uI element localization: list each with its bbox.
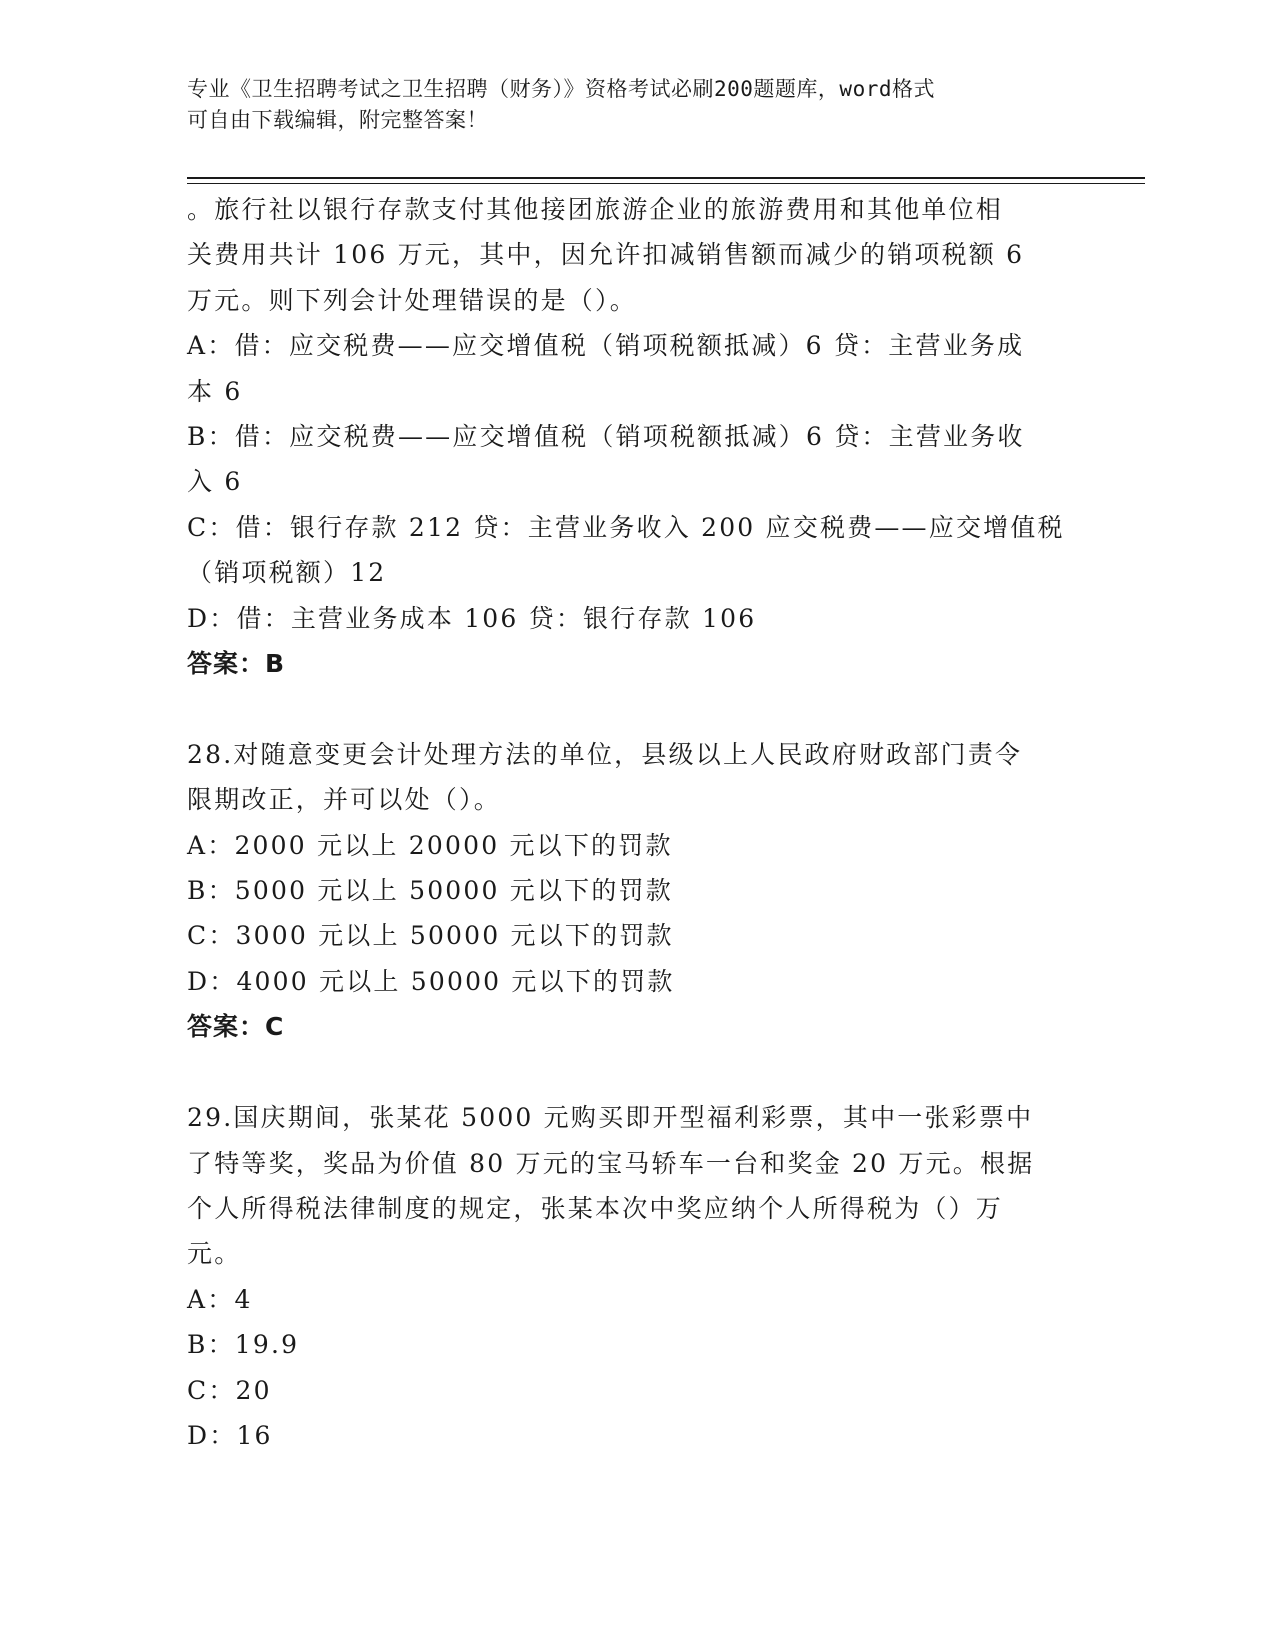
- spacer: [187, 1050, 1067, 1095]
- header-divider-thin: [187, 183, 1145, 184]
- option-b: B：借：应交税费——应交增值税（销项税额抵减）6 贷：主营业务收: [187, 422, 1025, 452]
- question-stem-line: 关费用共计 106 万元，其中，因允许扣减销售额而减少的销项税额 6: [187, 240, 1025, 270]
- option-d: D：4000 元以上 50000 元以下的罚款: [187, 966, 675, 996]
- header-line-2: 可自由下载编辑，附完整答案！: [187, 108, 488, 132]
- option-a-cont: 本 6: [187, 376, 243, 406]
- option-a: A：2000 元以上 20000 元以下的罚款: [187, 830, 673, 860]
- option-b: B：5000 元以上 50000 元以下的罚款: [187, 876, 673, 906]
- answer: 答案：C: [187, 1012, 285, 1042]
- question-stem-line: 。旅行社以银行存款支付其他接团旅游企业的旅游费用和其他单位相: [187, 195, 1004, 224]
- option-b-cont: 入 6: [187, 467, 243, 497]
- question-stem-line: 万元。则下列会计处理错误的是（）。: [187, 285, 637, 315]
- option-c: C：借：银行存款 212 贷：主营业务收入 200 应交税费——应交增值税: [187, 512, 1065, 542]
- option-c: C：3000 元以上 50000 元以下的罚款: [187, 921, 674, 951]
- question-stem-line: 了特等奖，奖品为价值 80 万元的宝马轿车一台和奖金 20 万元。根据: [187, 1148, 1035, 1178]
- question-stem-line: 限期改正，并可以处（）。: [187, 785, 501, 815]
- answer: 答案：B: [187, 649, 286, 679]
- question-28: [187, 732, 1067, 1050]
- question-stem-line: 29.国庆期间，张某花 5000 元购买即开型福利彩票，其中一张彩票中: [187, 1103, 1034, 1133]
- option-c-cont: （销项税额）12: [187, 558, 387, 588]
- option-a: A：4: [187, 1284, 253, 1314]
- document-body: [187, 187, 1067, 1458]
- header-divider-thick: [187, 177, 1145, 179]
- option-a: A：借：应交税费——应交增值税（销项税额抵减）6 贷：主营业务成: [187, 331, 1025, 361]
- question-29: [187, 1095, 1067, 1458]
- spacer: [187, 686, 1067, 731]
- question-stem-line: 28.对随意变更会计处理方法的单位，县级以上人民政府财政部门责令: [187, 739, 1023, 769]
- option-b: B：19.9: [187, 1330, 300, 1360]
- question-27: [187, 187, 1067, 686]
- header-line-1: 专业《卫生招聘考试之卫生招聘（财务）》资格考试必刷200题题库，word格式: [187, 77, 935, 101]
- page-header: [187, 74, 1067, 136]
- option-d: D：16: [187, 1420, 273, 1450]
- question-stem-line: 元。: [187, 1239, 242, 1269]
- option-c: C：20: [187, 1375, 272, 1405]
- option-d: D：借：主营业务成本 106 贷：银行存款 106: [187, 603, 757, 633]
- question-stem-line: 个人所得税法律制度的规定，张某本次中奖应纳个人所得税为（）万: [187, 1193, 1004, 1223]
